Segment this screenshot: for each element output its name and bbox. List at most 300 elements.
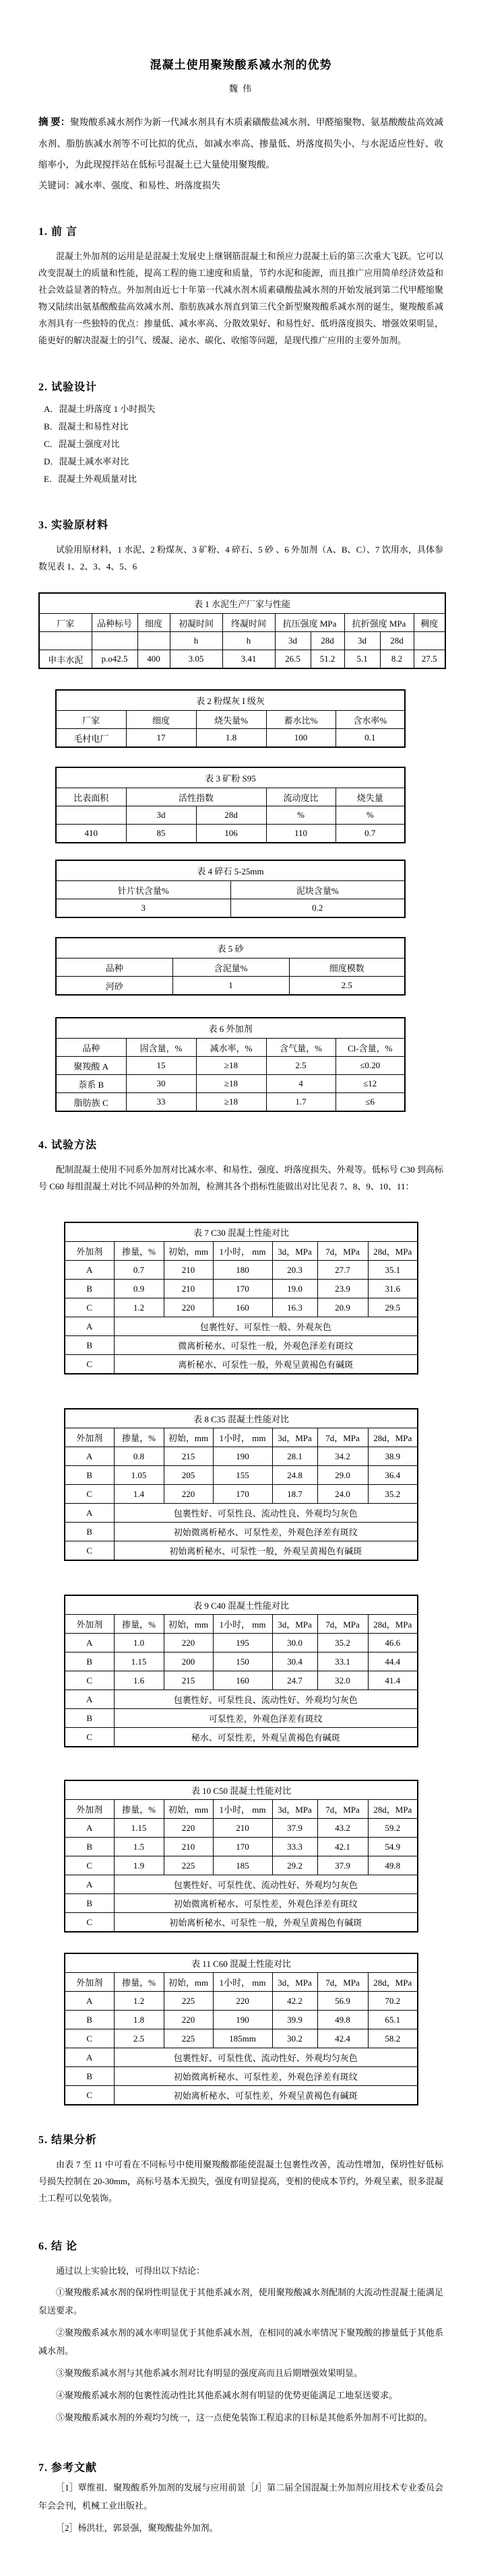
table-row [65, 2086, 418, 2105]
section-5-heading: 5. 结果分析 [38, 2134, 98, 2146]
table-cell: 7d，MPa [317, 1428, 368, 1447]
table-cell: 1.8 [114, 2011, 164, 2029]
table-cell: 3d，MPa [272, 1428, 317, 1447]
table-cell: 含水率% [336, 711, 405, 729]
table-cell [39, 632, 92, 650]
table-cell: 初始微离析秘水、可泵性差，外观色泽差有斑纹 [114, 1523, 418, 1541]
table-cell: 37.9 [317, 1856, 368, 1875]
table-row [65, 1428, 418, 1447]
table-cell: 210 [213, 1819, 272, 1838]
table-cell: 190 [213, 1447, 272, 1466]
table-row [65, 1355, 418, 1374]
table-cell: 烧失量 [336, 788, 405, 806]
table-row [65, 1541, 418, 1561]
table-title: 表 3 矿粉 S95 [56, 767, 405, 788]
table-title-row [39, 593, 445, 614]
table-cell: 0.7 [114, 1261, 164, 1280]
table-cell: 33.3 [272, 1838, 317, 1856]
table-cell: 220 [164, 1298, 213, 1317]
table-cell: 42.1 [317, 1838, 368, 1856]
table-cell: 脂肪族 C [56, 1093, 126, 1112]
table-cell: C [65, 2086, 114, 2105]
table-cell: 0.8 [114, 1447, 164, 1466]
table-cell: 215 [164, 1671, 213, 1690]
table-cell: B [65, 1709, 114, 1728]
table-row [65, 1856, 418, 1875]
table-cell: 初始，mm [164, 1428, 213, 1447]
table-cell: 外加剂 [65, 1428, 114, 1447]
table-cell: 28d，MPa [368, 1615, 418, 1634]
table-cell: 2.5 [114, 2029, 164, 2048]
table-cell: A [65, 1634, 114, 1652]
table-row [56, 1039, 405, 1057]
table-cell: A [65, 1261, 114, 1280]
table-cell: 3d，MPa [272, 1800, 317, 1819]
table-cell: A [65, 1317, 114, 1336]
table-9-c40 [64, 1595, 418, 1747]
table-cell: 细度 [126, 711, 196, 729]
table-cell: C [65, 1728, 114, 1747]
table-row [56, 977, 405, 996]
table-cell: 0.7 [336, 825, 405, 843]
table-cell: 品种 [56, 1039, 126, 1057]
table-row [65, 1280, 418, 1298]
table-cell: 215 [164, 1447, 213, 1466]
table-1-cement [38, 592, 446, 669]
table-cell: 活性指数 [126, 788, 266, 806]
table-row [65, 1298, 418, 1317]
table-cell: 固含量，% [126, 1039, 196, 1057]
table-row [39, 614, 445, 632]
table-cell: 含气量，% [266, 1039, 336, 1057]
table-cell: p.o42.5 [92, 650, 137, 669]
table-cell: 外加剂 [65, 1615, 114, 1634]
table-cell [56, 806, 126, 825]
table-cell: 2.5 [289, 977, 405, 996]
table-cell: % [266, 806, 336, 825]
table-title-row [65, 1409, 418, 1428]
table-cell: A [65, 1447, 114, 1466]
table-cell: 1小时， mm [213, 1973, 272, 1992]
table-cell: 抗压强度 MPa [275, 614, 344, 632]
table-title-row [56, 1018, 405, 1039]
abstract-text: 聚羧酸系减水剂作为新一代减水剂具有木质素磺酸盐减水剂、甲醛缩聚物、氨基酸酸盐高效减水剂、脂肪族减水剂等不可比拟的优点，如减水率高、掺量低、坍落度损失小、与水泥适应性好、收缩率小，为此现搅拌站在低标号混凝土已大量使用聚羧酸。 [38, 117, 444, 170]
table-cell: 27.7 [317, 1261, 368, 1280]
table-cell: 3d，MPa [272, 1615, 317, 1634]
table-title-row [56, 767, 405, 788]
table-cell: 34.2 [317, 1447, 368, 1466]
table-cell: 46.6 [368, 1634, 418, 1652]
keywords-text: 减水率、强度、和易性、坍落度损失 [75, 180, 220, 190]
table-cell: 1.4 [114, 1485, 164, 1504]
table-cell: 1.15 [114, 1819, 164, 1838]
list-item: D．混凝土减水率对比 [44, 456, 129, 466]
table-cell: 4 [266, 1075, 336, 1093]
table-cell: 20.9 [317, 1298, 368, 1317]
table-cell: 厂家 [39, 614, 92, 632]
table-cell: 210 [164, 1280, 213, 1298]
table-cell: B [65, 2011, 114, 2029]
table-cell: 1小时， mm [213, 1242, 272, 1261]
abstract [38, 112, 443, 175]
table-row [65, 1894, 418, 1913]
table-cell: 220 [164, 1634, 213, 1652]
table-cell: 1.0 [114, 1634, 164, 1652]
table-cell: 205 [164, 1466, 213, 1485]
table-cell: 7d，MPa [317, 1615, 368, 1634]
table-cell: 160 [213, 1671, 272, 1690]
table-cell: 1.2 [114, 1298, 164, 1317]
table-cell: 初始，mm [164, 1242, 213, 1261]
table-title-row [65, 1780, 418, 1800]
table-cell [92, 632, 137, 650]
table-cell: 3d [126, 806, 196, 825]
table-cell: 110 [266, 825, 336, 843]
table-cell: 32.0 [317, 1671, 368, 1690]
table-cell: 44.4 [368, 1652, 418, 1671]
table-cell: 7d，MPa [317, 1973, 368, 1992]
table-cell: C [65, 1298, 114, 1317]
table-cell: 外加剂 [65, 1800, 114, 1819]
author: 魏 伟 [228, 83, 253, 94]
table-cell: 49.8 [368, 1856, 418, 1875]
table-cell: B [65, 1838, 114, 1856]
table-row [65, 1242, 418, 1261]
table-cell: 155 [213, 1466, 272, 1485]
table-cell: 33.1 [317, 1652, 368, 1671]
table-row [65, 1992, 418, 2011]
table-cell: 2.5 [266, 1057, 336, 1075]
table-2-fly-ash [55, 689, 406, 748]
table-title-row [65, 1953, 418, 1973]
table-title: 表 9 C40 混凝土性能对比 [65, 1595, 418, 1615]
section-2-heading: 2. 试验设计 [38, 382, 98, 393]
table-row [65, 1504, 418, 1523]
table-cell: 包裹性好、可泵性良、流动性良、外观均匀灰色 [114, 1504, 418, 1523]
table-cell: 24.0 [317, 1485, 368, 1504]
table-cell: A [65, 1690, 114, 1709]
table-cell: 掺量，% [114, 1242, 164, 1261]
table-cell: 29.2 [272, 1856, 317, 1875]
table-cell: 抗折强度 MPa [344, 614, 414, 632]
table-cell: 100 [266, 729, 336, 748]
table-title: 表 8 C35 混凝土性能对比 [65, 1409, 418, 1428]
table-cell: 27.5 [414, 650, 445, 669]
table-cell: Cl-含量，% [336, 1039, 405, 1057]
table-cell: 41.4 [368, 1671, 418, 1690]
table-cell: C [65, 1355, 114, 1374]
table-cell: 185 [213, 1856, 272, 1875]
list-item: B．混凝土和易性对比 [44, 421, 129, 431]
table-row [56, 806, 405, 825]
table-row [65, 2048, 418, 2067]
table-cell: 200 [164, 1652, 213, 1671]
table-10-c50 [64, 1780, 418, 1933]
table-cell: 初始微离析秘水、可泵性差，外观色泽差有斑纹 [114, 2067, 418, 2086]
table-cell: 38.9 [368, 1447, 418, 1466]
table-cell: 包裹性好、可泵性优、流动性好、外观均匀灰色 [114, 2048, 418, 2067]
table-cell: 可泵性差，外观色泽差有斑纹 [114, 1709, 418, 1728]
table-cell: 1小时， mm [213, 1800, 272, 1819]
table-cell: 3d [344, 632, 380, 650]
table-cell: C [65, 1671, 114, 1690]
table-cell: 3.41 [222, 650, 275, 669]
table-row [56, 729, 405, 748]
table-cell: 初始离析秘水、可泵性一般，外观呈黄褐色有碱斑 [114, 1541, 418, 1561]
table-cell: 36.4 [368, 1466, 418, 1485]
table-title-row [65, 1595, 418, 1615]
table-cell: 河砂 [56, 977, 172, 996]
table-5-sand [55, 937, 406, 996]
table-row [56, 1057, 405, 1075]
conclusion-item: ⑤聚羧酸系减水剂的外观均匀统一，这一点使免装饰工程追求的目标是其他系外加剂不可比拟的。 [56, 2412, 433, 2423]
reference-item: ［2］杨洪壮，郭景强，聚羧酸盐外加剂。 [56, 2523, 218, 2533]
table-cell: 220 [164, 1819, 213, 1838]
conclusion-intro: 通过以上实验比较，可得出以下结论： [56, 2266, 205, 2276]
table-cell: 35.2 [317, 1634, 368, 1652]
table-cell: 16.3 [272, 1298, 317, 1317]
table-cell: 萘系 B [56, 1075, 126, 1093]
table-cell: B [65, 1523, 114, 1541]
table-cell: ≤6 [336, 1093, 405, 1112]
table-cell: 蓄水比% [266, 711, 336, 729]
table-cell: 流动度比 [266, 788, 336, 806]
table-cell: 终凝时间 [222, 614, 275, 632]
table-row [65, 1336, 418, 1355]
table-row [65, 1709, 418, 1728]
conclusion-item: ①聚羧酸系减水剂的保坍性明显优于其他系减水剂，使用聚羧酸减水剂配制的大流动性混凝土能满足泵送要求。 [38, 2287, 443, 2316]
table-cell: 1.2 [114, 1992, 164, 2011]
table-6-admixtures [55, 1017, 406, 1112]
table-cell: 17 [126, 729, 196, 748]
table-cell: 400 [137, 650, 170, 669]
table-row [56, 959, 405, 977]
list-item: E．混凝土外观质量对比 [44, 474, 137, 484]
table-cell: 35.1 [368, 1261, 418, 1280]
table-cell: 49.8 [317, 2011, 368, 2029]
table-cell: 220 [164, 1485, 213, 1504]
section-1-heading: 1. 前 言 [38, 226, 78, 238]
table-cell: 细度 [137, 614, 170, 632]
table-cell: A [65, 2048, 114, 2067]
table-cell: 0.1 [336, 729, 405, 748]
table-cell: 细度模数 [289, 959, 405, 977]
table-cell: A [65, 1504, 114, 1523]
table-cell: 58.2 [368, 2029, 418, 2048]
table-cell: 厂家 [56, 711, 126, 729]
table-row [65, 1317, 418, 1336]
table-row [65, 2067, 418, 2086]
table-cell: 150 [213, 1652, 272, 1671]
table-title-row [65, 1222, 418, 1242]
table-cell: 29.0 [317, 1466, 368, 1485]
table-11-c60 [64, 1953, 418, 2105]
list-item: C．混凝土强度对比 [44, 439, 120, 449]
table-cell: 1.7 [266, 1093, 336, 1112]
table-cell: ≥18 [196, 1093, 266, 1112]
table-cell: 稠度 [414, 614, 445, 632]
table-cell: 1.5 [114, 1838, 164, 1856]
table-title-row [56, 938, 405, 959]
table-cell: 54.9 [368, 1838, 418, 1856]
table-cell: 掺量，% [114, 1800, 164, 1819]
table-row [65, 1728, 418, 1747]
table-title: 表 7 C30 混凝土性能对比 [65, 1222, 418, 1242]
table-cell: 包裹性好、可泵性良、流动性好、外观均匀灰色 [114, 1690, 418, 1709]
section-3-heading: 3. 实验原材料 [38, 520, 109, 531]
keywords [38, 175, 443, 196]
table-4-crushed-stone [55, 860, 406, 918]
table-row [65, 1485, 418, 1504]
table-cell: 39.9 [272, 2011, 317, 2029]
table-cell: 包裹性好、可泵性一般、外观灰色 [114, 1317, 418, 1336]
table-cell: 初始，mm [164, 1800, 213, 1819]
table-cell: 3 [56, 899, 230, 918]
table-cell: 离析秘水、可泵性一般，外观呈黄褐色有碱斑 [114, 1355, 418, 1374]
conclusion-item: ②聚羧酸系减水剂的减水率明显优于其他系减水剂，在相同的减水率情况下聚羧酸的掺量低于其他系减水剂。 [38, 2328, 443, 2356]
table-title: 表 4 碎石 5-25mm [56, 860, 405, 881]
table-row [56, 1075, 405, 1093]
table-cell: 106 [196, 825, 266, 843]
table-cell: 1.8 [196, 729, 266, 748]
table-row [65, 1819, 418, 1838]
table-cell: 29.5 [368, 1298, 418, 1317]
table-cell: C [65, 2029, 114, 2048]
table-cell: 毛村电厂 [56, 729, 126, 748]
table-row [39, 632, 445, 650]
table-cell: 28d，MPa [368, 1800, 418, 1819]
table-cell: 3d [275, 632, 311, 650]
table-cell: % [336, 806, 405, 825]
reference-item: ［1］覃维祖．聚羧酸系外加剂的发展与应用前景［J］第二届全国混凝土外加剂应用技术专业委员会年会会刊，机械工业出版社。 [38, 2482, 443, 2511]
table-cell: ≤0.20 [336, 1057, 405, 1075]
table-cell: 初始离析秘水、可泵性差，外观呈黄褐色有碱斑 [114, 2086, 418, 2105]
table-cell: A [65, 1992, 114, 2011]
table-cell: 外加剂 [65, 1242, 114, 1261]
table-cell: 初始，mm [164, 1973, 213, 1992]
table-cell: C [65, 1541, 114, 1561]
table-cell: 3d，MPa [272, 1973, 317, 1992]
table-row [65, 2011, 418, 2029]
page-title: 混凝土使用聚羧酸系减水剂的优势 [150, 59, 332, 71]
table-cell: 1 [172, 977, 289, 996]
table-cell: 59.2 [368, 1819, 418, 1838]
table-cell: C [65, 1485, 114, 1504]
table-cell: ≤12 [336, 1075, 405, 1093]
table-row [56, 1093, 405, 1112]
table-cell: 43.2 [317, 1819, 368, 1838]
table-row [65, 1838, 418, 1856]
table-row [65, 1634, 418, 1652]
table-row [56, 711, 405, 729]
table-cell: 190 [213, 2011, 272, 2029]
table-row [65, 1671, 418, 1690]
table-cell: 185mm [213, 2029, 272, 2048]
table-3-slag-powder [55, 767, 406, 843]
table-cell: 7d，MPa [317, 1800, 368, 1819]
table-cell: 30.0 [272, 1634, 317, 1652]
table-title: 表 5 砂 [56, 938, 405, 959]
table-cell: 65.1 [368, 2011, 418, 2029]
table-cell: 3d，MPa [272, 1242, 317, 1261]
table-title: 表 6 外加剂 [56, 1018, 405, 1039]
table-cell: 秘水、可泵性差，外观呈黄褐色有碱斑 [114, 1728, 418, 1747]
table-cell [414, 632, 445, 650]
section-6-heading: 6. 结 论 [38, 2241, 78, 2252]
table-cell: 410 [56, 825, 126, 843]
section-4-heading: 4. 试验方法 [38, 1140, 98, 1151]
table-cell: 0.9 [114, 1280, 164, 1298]
table-cell: 225 [164, 1856, 213, 1875]
table-title: 表 11 C60 混凝土性能对比 [65, 1953, 418, 1973]
table-cell: h [222, 632, 275, 650]
table-cell: A [65, 1819, 114, 1838]
table-cell: 26.5 [275, 650, 311, 669]
list-item: A．混凝土坍落度 1 小时损失 [44, 404, 156, 414]
conclusion-item: ④聚羧酸系减水剂的包裹性流动性比其他系减水剂有明显的优势更能满足工地泵送要求。 [56, 2390, 398, 2400]
section-3-paragraph: 试验用原材料，1 水泥、2 粉煤灰、3 矿粉、4 碎石、5 砂 、6 外加剂（A、B、C）、7 饮用水，具体参数见表 1、2、3、4、5、6 [38, 545, 443, 571]
table-cell: 33 [126, 1093, 196, 1112]
table-row [39, 650, 445, 669]
table-cell: ≥18 [196, 1057, 266, 1075]
table-cell: 225 [164, 2029, 213, 2048]
table-cell: 泥块含量% [230, 881, 405, 899]
table-cell: C [65, 1856, 114, 1875]
table-cell: 28d，MPa [368, 1242, 418, 1261]
table-cell: 19.0 [272, 1280, 317, 1298]
table-cell: 包裹性好、可泵性优、流动性好、外观均匀灰色 [114, 1875, 418, 1894]
table-title: 表 2 粉煤灰 I 级灰 [56, 690, 405, 711]
table-title-row [56, 690, 405, 711]
design-list [44, 401, 443, 488]
table-cell: 1.05 [114, 1466, 164, 1485]
table-cell: 掺量，% [114, 1973, 164, 1992]
table-title-row [56, 860, 405, 881]
table-cell: 20.3 [272, 1261, 317, 1280]
table-row [65, 1875, 418, 1894]
table-cell: 42.4 [317, 2029, 368, 2048]
table-cell: 初始微离析秘水、可泵性差，外观色泽差有斑纹 [114, 1894, 418, 1913]
table-cell: 170 [213, 1838, 272, 1856]
table-cell: 掺量，% [114, 1615, 164, 1634]
table-cell: 23.9 [317, 1280, 368, 1298]
table-row [65, 1447, 418, 1466]
table-cell: 聚羧酸 A [56, 1057, 126, 1075]
section-7-heading: 7. 参考文献 [38, 2462, 98, 2474]
table-cell: 品种标号 [92, 614, 137, 632]
table-cell: 30 [126, 1075, 196, 1093]
table-cell: 1小时， mm [213, 1615, 272, 1634]
table-cell: 28.1 [272, 1447, 317, 1466]
table-row [65, 1913, 418, 1933]
table-cell: A [65, 1875, 114, 1894]
table-cell: 外加剂 [65, 1973, 114, 1992]
table-row [65, 1466, 418, 1485]
table-cell: 减水率，% [196, 1039, 266, 1057]
table-cell: 37.9 [272, 1819, 317, 1838]
table-cell: 30.4 [272, 1652, 317, 1671]
table-row [65, 1690, 418, 1709]
table-cell: 初始离析秘水、可泵性一般，外观呈黄褐色有碱斑 [114, 1913, 418, 1933]
table-cell: 31.6 [368, 1280, 418, 1298]
table-cell: 品种 [56, 959, 172, 977]
table-cell: 28d [196, 806, 266, 825]
table-row [56, 899, 405, 918]
conclusion-item: ③聚羧酸系减水剂与其他系减水剂对比有明显的强度高而且后期增强效果明显。 [56, 2368, 363, 2378]
table-cell: 微离析秘水、可泵性一般，外观色泽差有斑纹 [114, 1336, 418, 1355]
table-cell: 70.2 [368, 1992, 418, 2011]
table-cell: 5.1 [344, 650, 380, 669]
